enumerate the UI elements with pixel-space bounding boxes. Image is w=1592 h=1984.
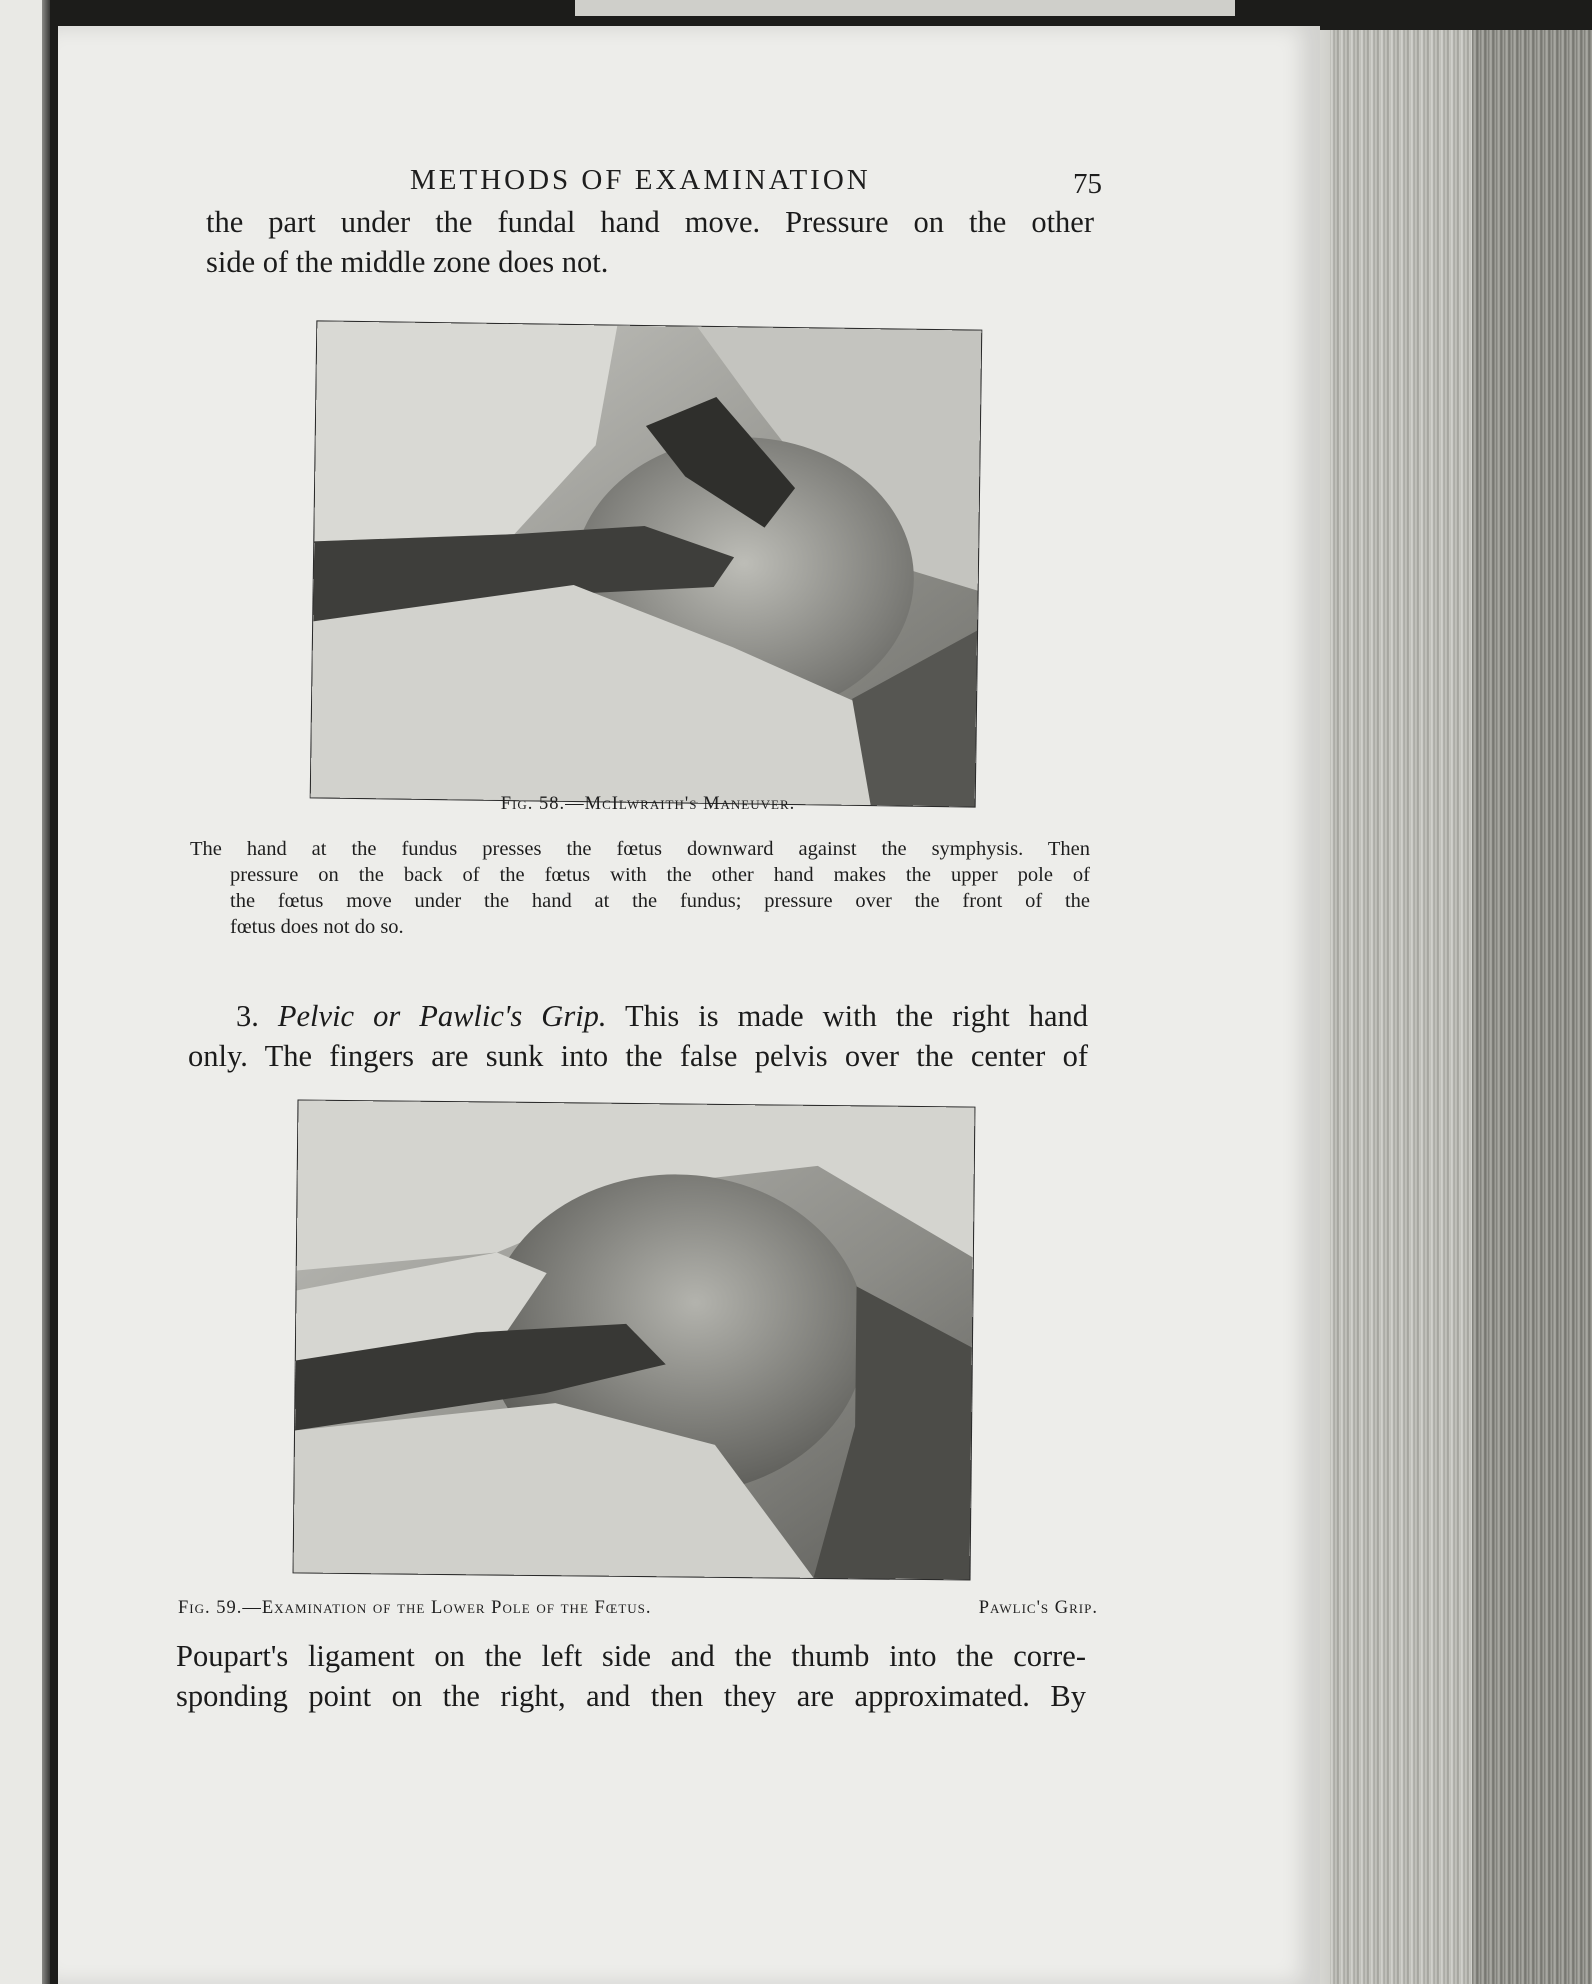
text-line: Poupart's ligament on the left side and the thumb into the corre- (176, 1639, 1086, 1673)
figure-59-caption (178, 1598, 1098, 1619)
book-page (58, 26, 1320, 1984)
book-page-stack (1290, 30, 1592, 1984)
text-line: only. The fingers are sunk into the false pelvis over the center of (188, 1039, 1088, 1073)
figure-58-note (190, 836, 1090, 940)
text-line: sponding point on the right, and then they are approximated. By (176, 1679, 1086, 1713)
top-edge-strip (575, 0, 1235, 16)
note-line: pressure on the back of the fœtus with the other hand makes the upper pole of (230, 864, 1090, 886)
text-line: side of the middle zone does not. (206, 245, 609, 279)
running-head (58, 134, 1320, 200)
figure-58-caption: Fig. 58.—McIlwraith's Maneuver. (500, 794, 796, 814)
section-heading: Pelvic or Pawlic's Grip. (277, 999, 607, 1033)
running-title: METHODS OF EXAMINATION (410, 164, 871, 196)
figure-58-photo (311, 321, 982, 806)
photo-mcilwraith-maneuver (311, 321, 982, 806)
text-line: the part under the fundal hand move. Pressure on the other (206, 205, 1094, 239)
page-number: 75 (1073, 168, 1102, 200)
note-line: the fœtus move under the hand at the fundus; pressure over the front of the (230, 890, 1090, 912)
text-run: This is made with the right hand (625, 999, 1089, 1033)
photo-pawlic-grip (294, 1100, 975, 1579)
paragraph-pelvic-grip (188, 996, 1088, 1076)
caption-left: Fig. 59.—Examination of the Lower Pole of the Fœtus. (178, 1598, 652, 1618)
paragraph-bottom (176, 1636, 1086, 1716)
facing-page-edge (0, 0, 50, 1984)
note-line: The hand at the fundus presses the fœtus downward against the symphysis. Then (190, 838, 1090, 860)
note-line: fœtus does not do so. (230, 916, 404, 938)
text-line (188, 996, 1088, 1036)
paragraph-top (206, 202, 1094, 282)
caption-right: Pawlic's Grip. (978, 1598, 1098, 1618)
section-number: 3. (236, 999, 259, 1033)
figure-59-photo (294, 1100, 975, 1579)
